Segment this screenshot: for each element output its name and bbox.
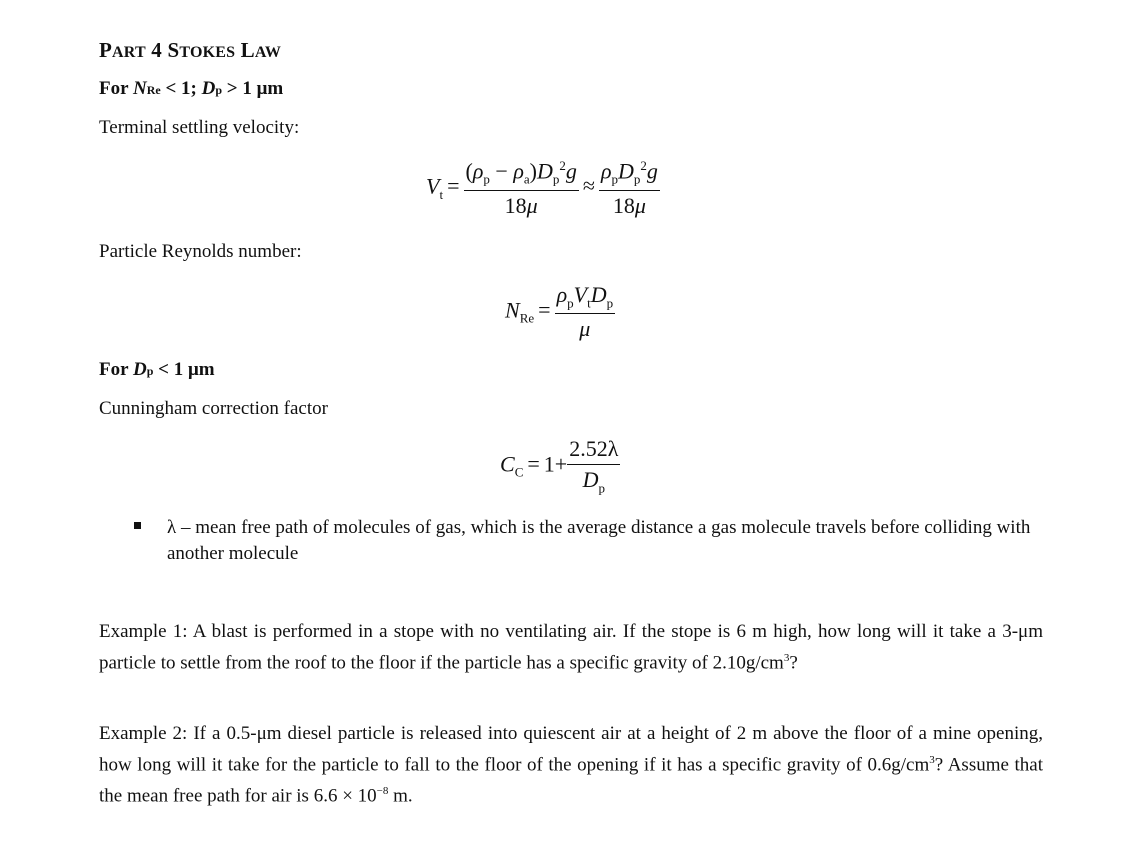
reynolds-number-label: Particle Reynolds number: [99, 241, 302, 262]
heading-aw: AW [254, 44, 282, 61]
example-2: Example 2: If a 0.5-μm diesel particle is released into quiescent air at a height of 2 m above the floor of a mine opening, how long will it take for the particle to fall to the floor of the opening if it has a specific gravity of $0.6g/cm^3$? Assume that the mean free path for air is $6.6 \times 10^{-8}$ m. [99, 723, 1043, 807]
cunningham-fraction: $\frac{2.52\lambda}{D_p}$ [569, 436, 619, 496]
heading-p: P [99, 38, 113, 62]
velocity-fraction-exact: $\frac{(\rho_p - \rho_a)D_p^2g}{18\mu}$ [465, 158, 577, 218]
cunningham-equation: $C_C = 1+$ $\frac{2.52\lambda}{D_p}$ [500, 436, 619, 496]
mean-free-path-note: λ – mean free path of molecules of gas, which is the average distance a gas molecule travels before colliding with another molecule [167, 517, 1031, 564]
heading-s: S [167, 38, 180, 62]
heading-l: L [235, 38, 255, 62]
condition-large-particles: For NRe < 1; Dp > 1 μm [99, 78, 284, 99]
terminal-velocity-label: Terminal settling velocity: [99, 117, 300, 138]
heading-art: ART [112, 44, 146, 61]
condition-small-particles: For Dp < 1 μm [99, 359, 215, 380]
example-1: Example 1: A blast is performed in a stope with no ventilating air. If the stope is 6 m high, how long will it take a 3-μm particle to settle from the roof to the floor if the particle has a specific gravity of $2.10g/cm^3$? [99, 621, 1043, 674]
bullet-square-icon [134, 522, 141, 529]
cunningham-label: Cunningham correction factor [99, 398, 328, 419]
reynolds-fraction: $\frac{\rho_pV_tD_p}{\mu}$ [556, 282, 614, 342]
velocity-fraction-approx: $\frac{\rho_pD_p^2g}{18\mu}$ [600, 158, 658, 218]
terminal-velocity-equation: $V_t$ = $\frac{(\rho_p - \rho_a)D_p^2g}{18\mu}$ ≈ $\frac{\rho_pD_p^2g}{18\mu}$ [426, 158, 658, 218]
reynolds-number-equation: $N_{Re}$ = $\frac{\rho_pV_tD_p}{\mu}$ [505, 282, 614, 342]
section-heading [99, 38, 281, 63]
heading-tokes: TOKES [179, 44, 236, 61]
heading-num: 4 [145, 38, 168, 62]
